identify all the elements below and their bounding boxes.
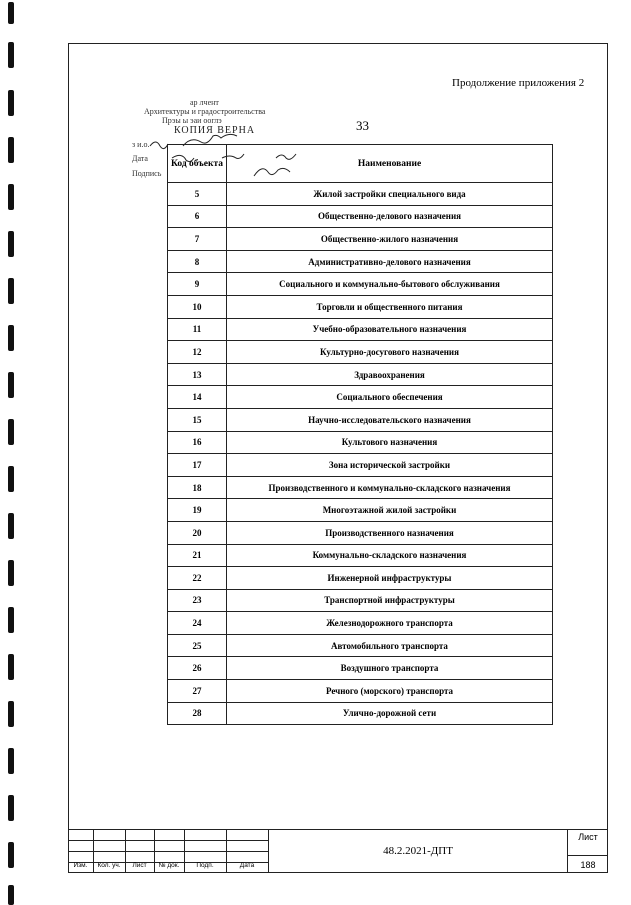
document-code: 48.2.2021-ДПТ bbox=[268, 829, 568, 873]
binding-mark bbox=[8, 466, 14, 492]
object-name: Воздушного транспорта bbox=[227, 657, 553, 680]
binding-mark bbox=[8, 513, 14, 539]
object-name: Общественно-делового назначения bbox=[227, 205, 553, 228]
table-row bbox=[168, 205, 553, 228]
table-row bbox=[168, 499, 553, 522]
table-row bbox=[168, 680, 553, 703]
object-code: 26 bbox=[168, 657, 227, 680]
table-row bbox=[168, 612, 553, 635]
binding-mark bbox=[8, 137, 14, 163]
table-row bbox=[168, 386, 553, 409]
object-name: Инженерной инфраструктуры bbox=[227, 567, 553, 590]
binding-mark bbox=[8, 2, 14, 24]
stamp-field: Дата bbox=[132, 154, 148, 163]
object-code: 16 bbox=[168, 431, 227, 454]
table-row bbox=[168, 702, 553, 725]
column-header-code: Код объекта bbox=[168, 145, 227, 183]
object-code: 20 bbox=[168, 521, 227, 544]
object-code: 27 bbox=[168, 680, 227, 703]
table-row bbox=[168, 544, 553, 567]
stamp-line: Прэы ы эаи ооглэ bbox=[162, 116, 222, 125]
binding-mark bbox=[8, 90, 14, 116]
sheet-number: 188 bbox=[568, 855, 608, 870]
binding-mark bbox=[8, 842, 14, 868]
object-name: Общественно-жилого назначения bbox=[227, 228, 553, 251]
stamp-copy-certified: КОПИЯ ВЕРНА bbox=[174, 125, 256, 136]
object-name: Улично-дорожной сети bbox=[227, 702, 553, 725]
object-code: 14 bbox=[168, 386, 227, 409]
revision-column-label: № док. bbox=[158, 862, 180, 869]
title-block bbox=[68, 829, 608, 873]
object-name: Жилой застройки специального вида bbox=[227, 183, 553, 206]
object-code: 17 bbox=[168, 454, 227, 477]
table-row bbox=[168, 589, 553, 612]
object-code: 22 bbox=[168, 567, 227, 590]
table-row bbox=[168, 431, 553, 454]
object-code: 5 bbox=[168, 183, 227, 206]
revision-grid bbox=[68, 829, 268, 873]
object-code: 21 bbox=[168, 544, 227, 567]
table-row bbox=[168, 295, 553, 318]
object-name: Производственного и коммунально-складского назначения bbox=[227, 476, 553, 499]
object-code: 9 bbox=[168, 273, 227, 296]
revision-column-label: Лист bbox=[132, 862, 147, 869]
binding-mark bbox=[8, 278, 14, 304]
table-row bbox=[168, 454, 553, 477]
object-name: Культурно-досугового назначения bbox=[227, 341, 553, 364]
object-code: 10 bbox=[168, 295, 227, 318]
binding-mark bbox=[8, 885, 14, 905]
object-name: Научно-исследовательского назначения bbox=[227, 408, 553, 431]
column-header-name: Наименование bbox=[227, 145, 553, 183]
table-row bbox=[168, 318, 553, 341]
object-name: Торговли и общественного питания bbox=[227, 295, 553, 318]
object-code: 25 bbox=[168, 634, 227, 657]
object-code: 11 bbox=[168, 318, 227, 341]
object-code: 7 bbox=[168, 228, 227, 251]
binding-mark bbox=[8, 701, 14, 727]
binding-mark bbox=[8, 654, 14, 680]
table-row bbox=[168, 250, 553, 273]
object-code: 18 bbox=[168, 476, 227, 499]
table-row bbox=[168, 183, 553, 206]
object-code: 28 bbox=[168, 702, 227, 725]
binding-mark bbox=[8, 231, 14, 257]
object-code: 15 bbox=[168, 408, 227, 431]
object-name: Учебно-образовательного назначения bbox=[227, 318, 553, 341]
object-name: Социального обеспечения bbox=[227, 386, 553, 409]
stamp-field: з и.о. bbox=[132, 140, 150, 149]
object-codes-table bbox=[167, 144, 553, 725]
table-row bbox=[168, 408, 553, 431]
object-code: 6 bbox=[168, 205, 227, 228]
table-row bbox=[168, 657, 553, 680]
object-name: Культового назначения bbox=[227, 431, 553, 454]
revision-column-label: Изм. bbox=[73, 862, 88, 869]
object-name: Транспортной инфраструктуры bbox=[227, 589, 553, 612]
object-name: Зона исторической застройки bbox=[227, 454, 553, 477]
binding-mark bbox=[8, 748, 14, 774]
table-row bbox=[168, 476, 553, 499]
object-name: Многоэтажной жилой застройки bbox=[227, 499, 553, 522]
binding-mark bbox=[8, 184, 14, 210]
table-row bbox=[168, 341, 553, 364]
object-name: Здравоохранения bbox=[227, 363, 553, 386]
table-row bbox=[168, 273, 553, 296]
stamp-field: Подпись bbox=[132, 169, 162, 178]
object-code: 13 bbox=[168, 363, 227, 386]
revision-column-label: Подп. bbox=[196, 862, 214, 869]
binding-mark bbox=[8, 607, 14, 633]
object-name: Коммунально-складского назначения bbox=[227, 544, 553, 567]
continuation-note: Продолжение приложения 2 bbox=[452, 77, 585, 89]
revision-column-label: Кол. уч. bbox=[97, 862, 121, 869]
object-code: 19 bbox=[168, 499, 227, 522]
table-row bbox=[168, 228, 553, 251]
object-name: Социального и коммунально-бытового обслуживания bbox=[227, 273, 553, 296]
binding-marks bbox=[0, 0, 24, 905]
binding-mark bbox=[8, 325, 14, 351]
binding-mark bbox=[8, 42, 14, 68]
binding-mark bbox=[8, 795, 14, 821]
sheet-label: Лист bbox=[578, 832, 598, 842]
stamp-line: Архитектуры и градостроительства bbox=[144, 107, 266, 116]
revision-column-label: Дата bbox=[239, 862, 255, 869]
object-name: Автомобильного транспорта bbox=[227, 634, 553, 657]
table-row bbox=[168, 567, 553, 590]
object-code: 24 bbox=[168, 612, 227, 635]
binding-mark bbox=[8, 372, 14, 398]
stamp-line: ар лчент bbox=[190, 98, 219, 107]
page-number: 33 bbox=[356, 118, 369, 133]
table-row bbox=[168, 634, 553, 657]
object-code: 23 bbox=[168, 589, 227, 612]
table-row bbox=[168, 521, 553, 544]
object-name: Железнодорожного транспорта bbox=[227, 612, 553, 635]
object-name: Административно-делового назначения bbox=[227, 250, 553, 273]
object-code: 12 bbox=[168, 341, 227, 364]
object-name: Речного (морского) транспорта bbox=[227, 680, 553, 703]
table-row bbox=[168, 363, 553, 386]
sheet-cell bbox=[568, 829, 608, 873]
binding-mark bbox=[8, 560, 14, 586]
object-name: Производственного назначения bbox=[227, 521, 553, 544]
binding-mark bbox=[8, 419, 14, 445]
object-code: 8 bbox=[168, 250, 227, 273]
